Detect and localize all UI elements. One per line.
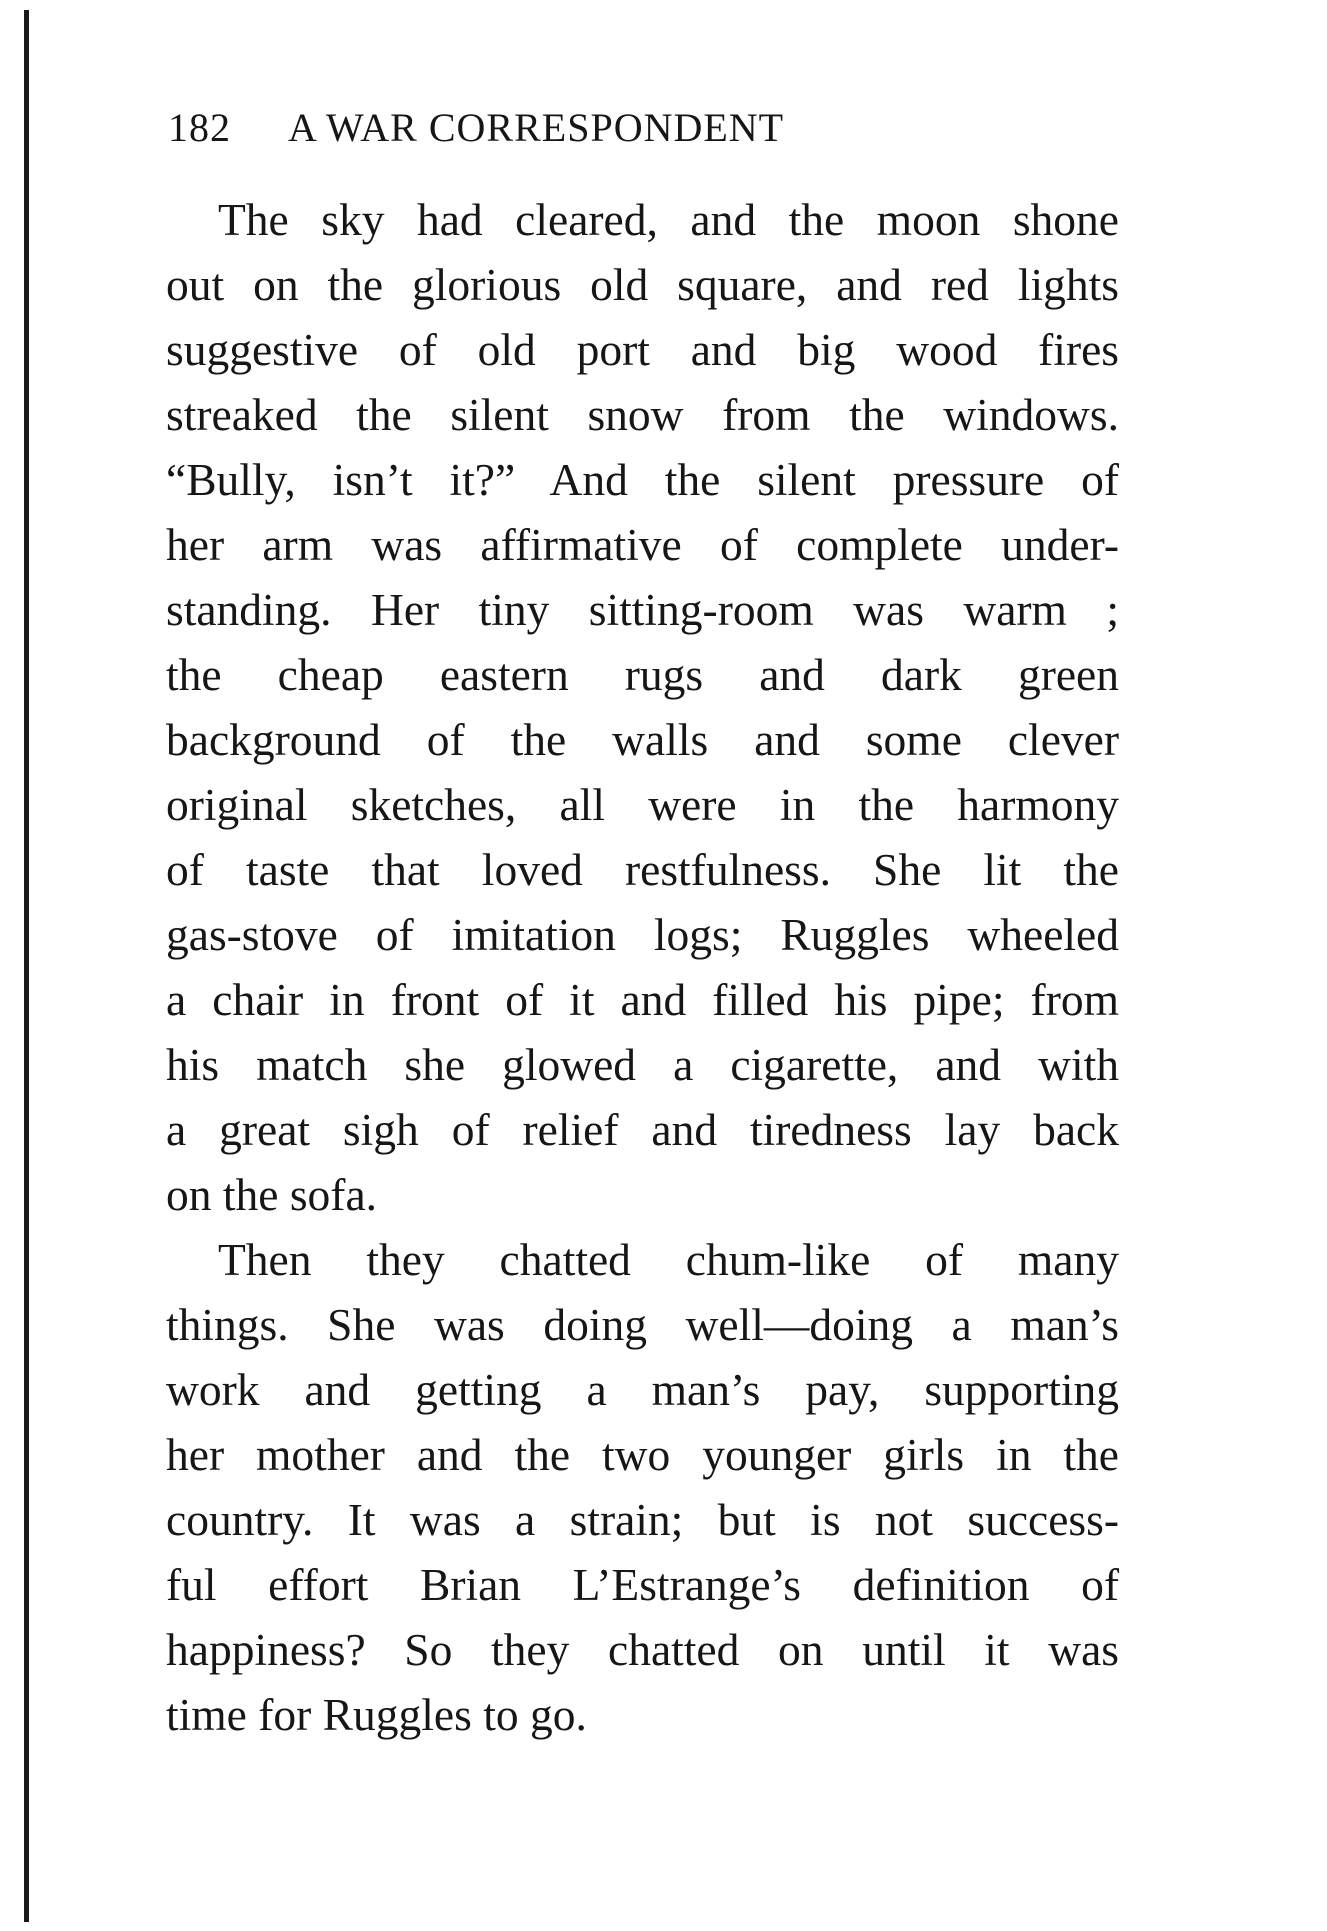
paragraph-1: [166, 187, 1119, 1227]
text-line: a great sigh of relief and tiredness lay back: [166, 1104, 1119, 1155]
text-line: streaked the silent snow from the windows.: [166, 389, 1119, 440]
text-line: Then they chatted chum-like of many: [218, 1234, 1119, 1285]
text-line: standing. Her tiny sitting-room was warm ;: [166, 584, 1119, 635]
page-edge-shadow: [24, 10, 29, 1922]
paragraph-2: [166, 1227, 1119, 1747]
text-line: of taste that loved restfulness. She lit the: [166, 844, 1119, 895]
text-line: ful effort Brian L’Estrange’s definition of: [166, 1559, 1119, 1610]
page-number: 182: [168, 105, 231, 150]
text-line: on the sofa.: [166, 1169, 378, 1220]
text-line: out on the glorious old square, and red lights: [166, 259, 1119, 310]
text-line: country. It was a strain; but is not success-: [166, 1494, 1119, 1545]
running-header: [168, 103, 1128, 153]
running-title: A WAR CORRESPONDENT: [288, 105, 785, 150]
text-line: gas-stove of imitation logs; Ruggles wheeled: [166, 909, 1119, 960]
text-line: the cheap eastern rugs and dark green: [166, 649, 1119, 700]
text-line: background of the walls and some clever: [166, 714, 1119, 765]
text-line: his match she glowed a cigarette, and with: [166, 1039, 1119, 1090]
text-line: her arm was affirmative of complete under-: [166, 519, 1119, 570]
text-line: “Bully, isn’t it?” And the silent pressure of: [166, 454, 1119, 505]
text-line: The sky had cleared, and the moon shone: [218, 194, 1119, 245]
text-line: her mother and the two younger girls in the: [166, 1429, 1119, 1480]
text-line: a chair in front of it and filled his pipe; from: [166, 974, 1119, 1025]
body-text: [166, 187, 1119, 1747]
text-line: work and getting a man’s pay, supporting: [166, 1364, 1119, 1415]
text-line: things. She was doing well—doing a man’s: [166, 1299, 1119, 1350]
text-line: suggestive of old port and big wood fires: [166, 324, 1119, 375]
text-line: time for Ruggles to go.: [166, 1689, 587, 1740]
text-line: original sketches, all were in the harmony: [166, 779, 1119, 830]
text-line: happiness? So they chatted on until it was: [166, 1624, 1119, 1675]
